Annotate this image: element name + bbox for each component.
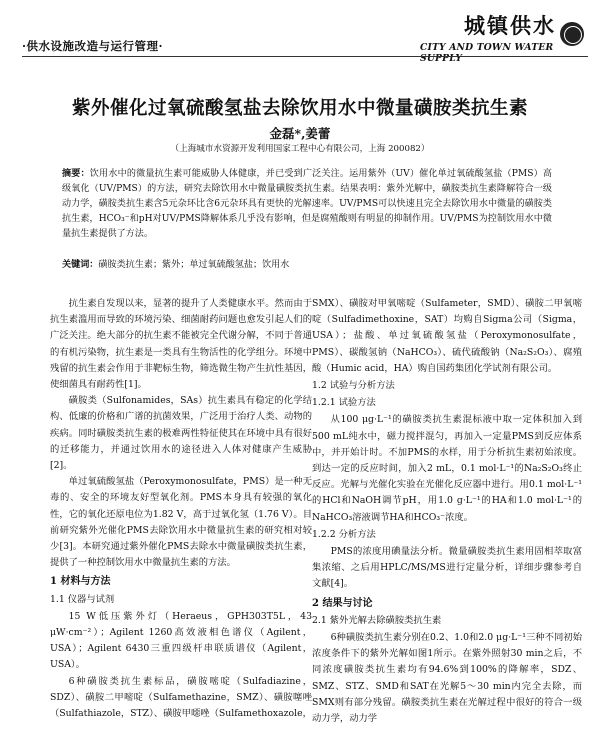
body-paragraph: 抗生素自发现以来，显著的提升了人类健康水平。然而由于抗生素滥用而导致的环境污染、细菌耐药问题也愈发引起人们的广泛关注。绝大部分的抗生素不能被完全代谢分解，不同于普通的有机污染物，抗生素是一类具有生物活性的化学组分。环境中残留的抗生素会作用于非靶标生物，筛选微生物产生抗性基因，使细菌具有耐药性[1]。 — [50, 298, 312, 391]
body-paragraph: 从100 μg·L⁻¹的磺胺类抗生素混标液中取一定体积加入到500 mL纯水中，磁力搅拌混匀，再加入一定量PMS到反应体系中，并开始计时。不加PMS的水样，用于分析抗生素初始浓度。到达一定的反应时间，加入2 mL，0.1 mol·L⁻¹的Na₂S₂O₃终止反应。光解与光催化实验在光催化反应器中进行。用0.1 mol·L⁻¹的HCl和NaOH调节pH，用1.0 g·L⁻¹的HA和1.0 mol·L⁻¹的NaHCO₃溶液调节HA和HCO₃⁻浓度。 — [312, 414, 582, 523]
body-paragraph: 15 W低压紫外灯（Heraeus，GPH303T5L，43 μW·cm⁻²）；Agilent 1260高效液相色谱仪（Agilent，USA）；Agilent 6430三重四级杆串联质谱仪（Agilent，USA）。 — [50, 610, 312, 671]
body-paragraph: PMS的浓度用碘量法分析。微量磺胺类抗生素用固相萃取富集浓缩、之后用HPLC/MS/MS进行定量分析，详细步骤参考自文献[4]。 — [312, 546, 582, 590]
header-rule — [22, 56, 588, 57]
section-heading: 2 结果与讨论 — [312, 597, 373, 609]
article-authors: 金磊*,姜蕾 — [269, 126, 331, 141]
logo-chinese-text: 城镇供水 — [464, 13, 556, 38]
abstract-label: 摘要： — [62, 168, 90, 179]
abstract-text: 饮用水中的微量抗生素可能威胁人体健康，并已受到广泛关注。运用紫外（UV）催化单过氧硫酸氢盐（PMS）高级氧化（UV/PMS）的方法，研究去除饮用水中微量磺胺类抗生素。结果表明：紫外光解中，磺胺类抗生素降解符合一级动力学，磺胺类抗生素含5元杂环比含6元杂环具有更快的光解速率。UV/PMS可以快速且完全去除饮用水中微量的磺胺类抗生素，HCO₃⁻和pH对UV/PMS降解体系几乎没有影响，但是腐殖酸则有明显的抑制作用。UV/PMS为控制饮用水中微量抗生素提供了方法。 — [62, 169, 552, 239]
subsection-heading: 1.2.2 分析方法 — [312, 528, 376, 540]
subsection-heading: 1.1 仪器与试剂 — [50, 593, 115, 605]
logo-emblem-icon — [560, 22, 584, 46]
article-title: 紫外催化过氧硫酸氢盐去除饮用水中微量磺胺类抗生素 — [71, 98, 528, 119]
body-paragraph: SMX）、磺胺对甲氧嘧啶（Sulfameter，SMD）、磺胺二甲氧嘧啶（Sulfadimethoxine，SAT）均购自Sigma公司（Sigma，USA）；盐酸、单过氧硫酸氢盐（Peroxymonosulfate，PMS）、碳酸氢钠（NaHCO₃）、硫代硫酸钠（Na₂S₂O₃）、腐殖酸（Humic acid，HA）购自国药集团化学试剂有限公司。 — [312, 298, 582, 374]
logo-english-text: CITY AND TOWN WATER SUPPLY — [420, 42, 554, 64]
subsection-heading: 1.2 试验与分析方法 — [312, 380, 395, 392]
subsection-heading: 2.1 紫外光解去除磺胺类抗生素 — [312, 614, 442, 626]
body-paragraph: 单过氧硫酸氢盐（Peroxymonosulfate，PMS）是一种无毒的、安全的环境友好型氧化剂。PMS本身具有较强的氧化性，它的氧化还原电位为1.82 V，高于过氧化氢（1.76 V）。目前研究紫外光催化PMS去除饮用水中微量抗生素的研究相对较少[3]。本研究通过紫外催化PMS去除水中微量磺胺类抗生素，提供了一种控制饮用水中微量抗生素的方法。 — [50, 476, 312, 569]
abstract — [62, 166, 552, 242]
article-affiliation: （上海城市水资源开发利用国家工程中心有限公司，上海 200082） — [170, 144, 430, 154]
subsection-heading: 1.2.1 试验方法 — [312, 397, 376, 409]
body-column-right — [312, 296, 582, 727]
journal-logo — [420, 10, 590, 62]
body-column-left — [50, 296, 312, 722]
keywords-text: 磺胺类抗生素；紫外；单过氧硫酸氢盐；饮用水 — [98, 260, 290, 270]
body-paragraph: 6种磺胺类抗生素标品，磺胺嘧啶（Sulfadiazine，SDZ）、磺胺二甲嘧啶（Sulfamethazine，SMZ）、磺胺噻唑（Sulfathiazole，STZ）、磺胺甲噁唑（Sulfamethoxazole， — [50, 675, 312, 720]
body-paragraph: 6种磺胺类抗生素分别在0.2、1.0和2.0 μg·L⁻¹三种不同初始浓度条件下的紫外光解如图1所示。在紫外照射30 min之后，不同浓度磺胺类抗生素均有94.6%到100%的降解率，SDZ、SMZ、STZ、SMD和SAT在光解5～30 min内完全去除，而SMX则有部分残留。磺胺类抗生素在光解过程中很好的符合一级动力学，动力学 — [312, 632, 582, 725]
section-heading: 1 材料与方法 — [50, 576, 111, 588]
keywords-label: 关键词： — [62, 259, 99, 270]
keywords — [62, 257, 552, 270]
section-header: ·供水设施改造与运行管理· — [22, 39, 164, 53]
body-paragraph: 磺胺类（Sulfonamides，SAs）抗生素具有稳定的化学结构、低廉的价格和广谱的抗菌效果，广泛用于治疗人类、动物的疾病。同时磺胺类抗生素的极难两性特征使其在环境中具有很好的迁移能力，并通过饮用水的途径进入人体对健康产生威胁[2]。 — [50, 395, 312, 472]
